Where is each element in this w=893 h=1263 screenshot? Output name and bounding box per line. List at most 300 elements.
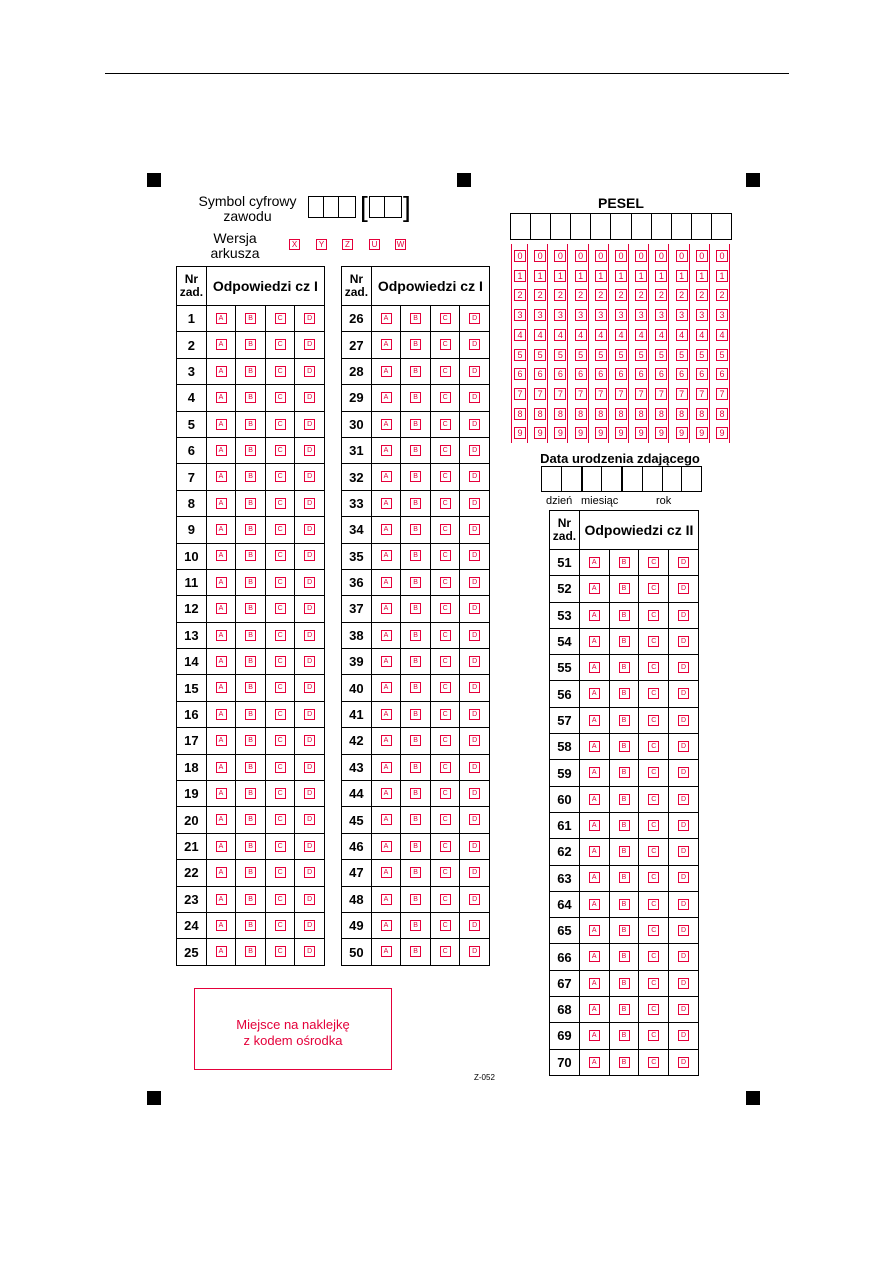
answer-option-c[interactable]: C [275, 445, 286, 456]
answer-option-d[interactable]: D [304, 920, 315, 931]
answer-option-a[interactable]: A [216, 498, 227, 509]
answer-option-b[interactable]: B [619, 820, 630, 831]
answer-option-d[interactable]: D [678, 794, 689, 805]
answer-option-d[interactable]: D [304, 762, 315, 773]
answer-option-d[interactable]: D [469, 630, 480, 641]
answer-option-c[interactable]: C [275, 498, 286, 509]
answer-option-b[interactable]: B [410, 392, 421, 403]
answer-option-b[interactable]: B [245, 709, 256, 720]
pesel-digit-option[interactable]: 1 [676, 270, 688, 282]
answer-option-a[interactable]: A [381, 313, 392, 324]
answer-option-b[interactable]: B [619, 846, 630, 857]
answer-option-b[interactable]: B [410, 550, 421, 561]
answer-option-c[interactable]: C [648, 794, 659, 805]
answer-option-a[interactable]: A [589, 899, 600, 910]
answer-option-c[interactable]: C [275, 841, 286, 852]
answer-option-b[interactable]: B [410, 814, 421, 825]
answer-option-a[interactable]: A [381, 814, 392, 825]
answer-option-a[interactable]: A [589, 820, 600, 831]
pesel-digit-option[interactable]: 7 [635, 388, 647, 400]
answer-option-a[interactable]: A [381, 735, 392, 746]
pesel-digit-option[interactable]: 8 [514, 408, 526, 420]
pesel-digit-option[interactable]: 5 [655, 349, 667, 361]
pesel-digit-option[interactable]: 7 [655, 388, 667, 400]
answer-option-b[interactable]: B [410, 735, 421, 746]
answer-option-a[interactable]: A [381, 577, 392, 588]
answer-option-d[interactable]: D [469, 709, 480, 720]
pesel-digit-option[interactable]: 9 [595, 427, 607, 439]
answer-option-d[interactable]: D [678, 557, 689, 568]
pesel-digit-option[interactable]: 2 [655, 289, 667, 301]
pesel-digit-option[interactable]: 6 [514, 368, 526, 380]
pesel-digit-option[interactable]: 9 [716, 427, 728, 439]
answer-option-c[interactable]: C [440, 524, 451, 535]
answer-option-b[interactable]: B [245, 920, 256, 931]
pesel-digit-option[interactable]: 0 [655, 250, 667, 262]
answer-option-a[interactable]: A [216, 419, 227, 430]
pesel-digit-option[interactable]: 4 [514, 329, 526, 341]
answer-option-a[interactable]: A [589, 715, 600, 726]
answer-option-d[interactable]: D [469, 313, 480, 324]
answer-option-a[interactable]: A [216, 894, 227, 905]
answer-option-b[interactable]: B [245, 392, 256, 403]
answer-option-a[interactable]: A [216, 603, 227, 614]
answer-option-c[interactable]: C [275, 577, 286, 588]
pesel-digit-option[interactable]: 1 [554, 270, 566, 282]
answer-option-c[interactable]: C [648, 899, 659, 910]
answer-option-a[interactable]: A [381, 498, 392, 509]
answer-option-d[interactable]: D [469, 867, 480, 878]
answer-option-a[interactable]: A [216, 946, 227, 957]
answer-option-b[interactable]: B [410, 577, 421, 588]
answer-option-d[interactable]: D [678, 767, 689, 778]
answer-option-b[interactable]: B [245, 894, 256, 905]
answer-option-b[interactable]: B [619, 688, 630, 699]
answer-option-d[interactable]: D [469, 419, 480, 430]
pesel-digit-option[interactable]: 0 [676, 250, 688, 262]
answer-option-b[interactable]: B [245, 313, 256, 324]
answer-option-b[interactable]: B [619, 951, 630, 962]
pesel-digit-option[interactable]: 9 [575, 427, 587, 439]
answer-option-b[interactable]: B [410, 709, 421, 720]
answer-option-b[interactable]: B [619, 925, 630, 936]
answer-option-a[interactable]: A [216, 709, 227, 720]
answer-option-c[interactable]: C [648, 741, 659, 752]
pesel-digit-option[interactable]: 8 [575, 408, 587, 420]
answer-option-b[interactable]: B [410, 762, 421, 773]
answer-option-a[interactable]: A [381, 524, 392, 535]
answer-option-d[interactable]: D [469, 445, 480, 456]
answer-option-a[interactable]: A [589, 951, 600, 962]
answer-option-a[interactable]: A [216, 867, 227, 878]
pesel-digit-option[interactable]: 1 [514, 270, 526, 282]
answer-option-c[interactable]: C [440, 814, 451, 825]
pesel-digit-option[interactable]: 8 [554, 408, 566, 420]
answer-option-c[interactable]: C [275, 313, 286, 324]
answer-option-c[interactable]: C [648, 1004, 659, 1015]
answer-option-d[interactable]: D [304, 788, 315, 799]
answer-option-b[interactable]: B [245, 471, 256, 482]
pesel-digit-option[interactable]: 1 [635, 270, 647, 282]
answer-option-c[interactable]: C [440, 550, 451, 561]
answer-option-a[interactable]: A [216, 339, 227, 350]
answer-option-c[interactable]: C [440, 313, 451, 324]
answer-option-c[interactable]: C [440, 656, 451, 667]
answer-option-b[interactable]: B [410, 313, 421, 324]
answer-option-a[interactable]: A [216, 366, 227, 377]
symbol-digit-boxes-2[interactable] [369, 196, 402, 218]
pesel-digit-option[interactable]: 3 [615, 309, 627, 321]
answer-option-b[interactable]: B [619, 662, 630, 673]
answer-option-c[interactable]: C [648, 662, 659, 673]
answer-option-a[interactable]: A [381, 471, 392, 482]
answer-option-a[interactable]: A [216, 392, 227, 403]
pesel-digit-option[interactable]: 9 [655, 427, 667, 439]
pesel-digit-option[interactable]: 2 [635, 289, 647, 301]
answer-option-a[interactable]: A [381, 709, 392, 720]
answer-option-d[interactable]: D [678, 741, 689, 752]
answer-option-d[interactable]: D [304, 735, 315, 746]
pesel-digit-option[interactable]: 6 [635, 368, 647, 380]
symbol-digit-boxes-1[interactable] [308, 196, 356, 218]
answer-option-d[interactable]: D [678, 1004, 689, 1015]
answer-option-b[interactable]: B [410, 445, 421, 456]
answer-option-c[interactable]: C [275, 709, 286, 720]
answer-option-d[interactable]: D [469, 524, 480, 535]
pesel-digit-option[interactable]: 1 [655, 270, 667, 282]
answer-option-c[interactable]: C [440, 392, 451, 403]
answer-option-c[interactable]: C [440, 339, 451, 350]
answer-option-c[interactable]: C [275, 656, 286, 667]
answer-option-d[interactable]: D [304, 392, 315, 403]
pesel-digit-option[interactable]: 5 [514, 349, 526, 361]
answer-option-d[interactable]: D [678, 846, 689, 857]
answer-option-c[interactable]: C [275, 366, 286, 377]
answer-option-a[interactable]: A [589, 978, 600, 989]
pesel-digit-option[interactable]: 8 [676, 408, 688, 420]
answer-option-b[interactable]: B [245, 735, 256, 746]
pesel-digit-option[interactable]: 5 [615, 349, 627, 361]
answer-option-b[interactable]: B [245, 814, 256, 825]
pesel-digit-option[interactable]: 9 [554, 427, 566, 439]
answer-option-b[interactable]: B [245, 630, 256, 641]
answer-option-d[interactable]: D [469, 550, 480, 561]
answer-option-a[interactable]: A [216, 630, 227, 641]
answer-option-c[interactable]: C [440, 682, 451, 693]
answer-option-a[interactable]: A [381, 682, 392, 693]
pesel-digit-option[interactable]: 0 [716, 250, 728, 262]
answer-option-d[interactable]: D [304, 630, 315, 641]
pesel-digit-option[interactable]: 8 [655, 408, 667, 420]
pesel-digit-option[interactable]: 8 [716, 408, 728, 420]
answer-option-b[interactable]: B [619, 715, 630, 726]
answer-option-a[interactable]: A [216, 550, 227, 561]
pesel-digit-option[interactable]: 3 [514, 309, 526, 321]
answer-option-a[interactable]: A [381, 841, 392, 852]
pesel-digit-option[interactable]: 1 [534, 270, 546, 282]
answer-option-d[interactable]: D [304, 524, 315, 535]
answer-option-d[interactable]: D [469, 498, 480, 509]
answer-option-d[interactable]: D [678, 820, 689, 831]
pesel-digit-option[interactable]: 0 [615, 250, 627, 262]
answer-option-d[interactable]: D [304, 603, 315, 614]
pesel-digit-option[interactable]: 4 [595, 329, 607, 341]
answer-option-c[interactable]: C [440, 498, 451, 509]
pesel-digit-option[interactable]: 3 [554, 309, 566, 321]
answer-option-c[interactable]: C [648, 978, 659, 989]
answer-option-d[interactable]: D [304, 550, 315, 561]
answer-option-d[interactable]: D [678, 610, 689, 621]
answer-option-a[interactable]: A [216, 577, 227, 588]
answer-option-b[interactable]: B [619, 978, 630, 989]
pesel-digit-option[interactable]: 8 [595, 408, 607, 420]
pesel-digit-option[interactable]: 1 [575, 270, 587, 282]
answer-option-a[interactable]: A [381, 867, 392, 878]
pesel-digit-option[interactable]: 5 [635, 349, 647, 361]
wersja-option-w[interactable]: W [396, 240, 405, 249]
answer-option-d[interactable]: D [678, 899, 689, 910]
pesel-digit-option[interactable]: 9 [696, 427, 708, 439]
answer-option-a[interactable]: A [589, 741, 600, 752]
answer-option-c[interactable]: C [648, 1057, 659, 1068]
answer-option-c[interactable]: C [648, 715, 659, 726]
answer-option-c[interactable]: C [440, 946, 451, 957]
pesel-digit-option[interactable]: 6 [554, 368, 566, 380]
answer-option-a[interactable]: A [589, 557, 600, 568]
answer-option-a[interactable]: A [381, 630, 392, 641]
answer-option-b[interactable]: B [619, 1057, 630, 1068]
pesel-digit-option[interactable]: 9 [615, 427, 627, 439]
answer-option-c[interactable]: C [648, 925, 659, 936]
answer-option-d[interactable]: D [678, 715, 689, 726]
pesel-digit-option[interactable]: 9 [676, 427, 688, 439]
answer-option-b[interactable]: B [245, 339, 256, 350]
answer-option-a[interactable]: A [216, 656, 227, 667]
answer-option-b[interactable]: B [245, 656, 256, 667]
answer-option-b[interactable]: B [245, 419, 256, 430]
answer-option-c[interactable]: C [440, 471, 451, 482]
pesel-digit-option[interactable]: 7 [615, 388, 627, 400]
pesel-digit-option[interactable]: 0 [595, 250, 607, 262]
pesel-digit-option[interactable]: 9 [635, 427, 647, 439]
answer-option-d[interactable]: D [469, 471, 480, 482]
answer-option-d[interactable]: D [678, 1030, 689, 1041]
pesel-digit-option[interactable]: 6 [615, 368, 627, 380]
answer-option-d[interactable]: D [678, 872, 689, 883]
answer-option-a[interactable]: A [589, 846, 600, 857]
answer-option-d[interactable]: D [469, 762, 480, 773]
pesel-digit-option[interactable]: 0 [554, 250, 566, 262]
pesel-digit-option[interactable]: 2 [514, 289, 526, 301]
pesel-digit-option[interactable]: 7 [595, 388, 607, 400]
answer-option-d[interactable]: D [469, 366, 480, 377]
pesel-digit-option[interactable]: 4 [635, 329, 647, 341]
pesel-digit-option[interactable]: 2 [696, 289, 708, 301]
pesel-digit-option[interactable]: 8 [615, 408, 627, 420]
pesel-digit-option[interactable]: 5 [575, 349, 587, 361]
answer-option-b[interactable]: B [410, 524, 421, 535]
answer-option-a[interactable]: A [381, 788, 392, 799]
answer-option-d[interactable]: D [469, 920, 480, 931]
pesel-digit-option[interactable]: 3 [595, 309, 607, 321]
answer-option-c[interactable]: C [440, 735, 451, 746]
pesel-digit-option[interactable]: 0 [635, 250, 647, 262]
answer-option-b[interactable]: B [245, 867, 256, 878]
pesel-digit-option[interactable]: 5 [595, 349, 607, 361]
answer-option-c[interactable]: C [648, 820, 659, 831]
pesel-digit-option[interactable]: 2 [595, 289, 607, 301]
answer-option-d[interactable]: D [304, 841, 315, 852]
answer-option-b[interactable]: B [410, 656, 421, 667]
pesel-digit-option[interactable]: 5 [716, 349, 728, 361]
answer-option-a[interactable]: A [381, 603, 392, 614]
answer-option-d[interactable]: D [678, 978, 689, 989]
pesel-digit-option[interactable]: 5 [696, 349, 708, 361]
answer-option-c[interactable]: C [648, 1030, 659, 1041]
answer-option-b[interactable]: B [619, 899, 630, 910]
answer-option-a[interactable]: A [589, 688, 600, 699]
answer-option-d[interactable]: D [304, 682, 315, 693]
answer-option-d[interactable]: D [304, 366, 315, 377]
answer-option-a[interactable]: A [589, 662, 600, 673]
answer-option-b[interactable]: B [245, 524, 256, 535]
answer-option-a[interactable]: A [589, 872, 600, 883]
answer-option-a[interactable]: A [381, 920, 392, 931]
pesel-digit-option[interactable]: 2 [534, 289, 546, 301]
pesel-digit-option[interactable]: 4 [575, 329, 587, 341]
answer-option-c[interactable]: C [440, 445, 451, 456]
answer-option-c[interactable]: C [440, 366, 451, 377]
answer-option-c[interactable]: C [648, 688, 659, 699]
answer-option-d[interactable]: D [469, 946, 480, 957]
wersja-option-y[interactable]: Y [316, 239, 327, 250]
pesel-digit-option[interactable]: 2 [676, 289, 688, 301]
wersja-option-z[interactable]: Z [342, 239, 353, 250]
answer-option-c[interactable]: C [275, 762, 286, 773]
answer-option-a[interactable]: A [381, 550, 392, 561]
answer-option-c[interactable]: C [275, 920, 286, 931]
pesel-digit-option[interactable]: 6 [676, 368, 688, 380]
answer-option-b[interactable]: B [410, 920, 421, 931]
pesel-digit-option[interactable]: 6 [716, 368, 728, 380]
answer-option-b[interactable]: B [619, 610, 630, 621]
pesel-digit-option[interactable]: 5 [534, 349, 546, 361]
pesel-digit-option[interactable]: 4 [615, 329, 627, 341]
answer-option-a[interactable]: A [589, 794, 600, 805]
answer-option-c[interactable]: C [648, 872, 659, 883]
pesel-digit-option[interactable]: 7 [534, 388, 546, 400]
pesel-digit-option[interactable]: 2 [554, 289, 566, 301]
pesel-digit-option[interactable]: 7 [696, 388, 708, 400]
answer-option-b[interactable]: B [245, 946, 256, 957]
answer-option-b[interactable]: B [410, 682, 421, 693]
pesel-digit-option[interactable]: 2 [615, 289, 627, 301]
answer-option-d[interactable]: D [678, 925, 689, 936]
answer-option-a[interactable]: A [216, 762, 227, 773]
answer-option-b[interactable]: B [410, 366, 421, 377]
answer-option-c[interactable]: C [648, 583, 659, 594]
answer-option-d[interactable]: D [304, 709, 315, 720]
answer-option-b[interactable]: B [410, 419, 421, 430]
pesel-digit-option[interactable]: 8 [635, 408, 647, 420]
answer-option-b[interactable]: B [245, 577, 256, 588]
answer-option-a[interactable]: A [381, 656, 392, 667]
pesel-digit-option[interactable]: 4 [534, 329, 546, 341]
answer-option-c[interactable]: C [275, 788, 286, 799]
answer-option-a[interactable]: A [381, 445, 392, 456]
answer-option-a[interactable]: A [216, 524, 227, 535]
answer-option-b[interactable]: B [245, 788, 256, 799]
answer-option-b[interactable]: B [619, 583, 630, 594]
answer-option-d[interactable]: D [469, 788, 480, 799]
answer-option-d[interactable]: D [678, 1057, 689, 1068]
pesel-digit-option[interactable]: 0 [514, 250, 526, 262]
pesel-digit-option[interactable]: 3 [696, 309, 708, 321]
answer-option-c[interactable]: C [648, 636, 659, 647]
pesel-digit-option[interactable]: 1 [595, 270, 607, 282]
answer-option-a[interactable]: A [216, 313, 227, 324]
answer-option-a[interactable]: A [589, 1004, 600, 1015]
answer-option-d[interactable]: D [304, 498, 315, 509]
answer-option-a[interactable]: A [589, 1057, 600, 1068]
answer-option-d[interactable]: D [678, 688, 689, 699]
answer-option-b[interactable]: B [410, 946, 421, 957]
answer-option-a[interactable]: A [381, 894, 392, 905]
wersja-option-x[interactable]: X [289, 239, 300, 250]
pesel-digit-option[interactable]: 8 [696, 408, 708, 420]
answer-option-d[interactable]: D [469, 339, 480, 350]
answer-option-a[interactable]: A [381, 419, 392, 430]
answer-option-d[interactable]: D [469, 656, 480, 667]
answer-option-c[interactable]: C [275, 894, 286, 905]
answer-option-a[interactable]: A [216, 788, 227, 799]
answer-option-c[interactable]: C [648, 951, 659, 962]
answer-option-a[interactable]: A [589, 610, 600, 621]
answer-option-b[interactable]: B [410, 630, 421, 641]
pesel-digit-option[interactable]: 4 [696, 329, 708, 341]
answer-option-d[interactable]: D [304, 814, 315, 825]
answer-option-a[interactable]: A [381, 762, 392, 773]
pesel-digit-option[interactable]: 6 [575, 368, 587, 380]
answer-option-a[interactable]: A [589, 1030, 600, 1041]
answer-option-b[interactable]: B [410, 867, 421, 878]
answer-option-b[interactable]: B [619, 1030, 630, 1041]
pesel-digit-option[interactable]: 3 [655, 309, 667, 321]
pesel-digit-option[interactable]: 1 [615, 270, 627, 282]
pesel-digit-option[interactable]: 7 [676, 388, 688, 400]
answer-option-a[interactable]: A [589, 583, 600, 594]
answer-option-c[interactable]: C [440, 841, 451, 852]
answer-option-b[interactable]: B [245, 841, 256, 852]
answer-option-d[interactable]: D [678, 662, 689, 673]
answer-option-c[interactable]: C [440, 577, 451, 588]
pesel-digit-option[interactable]: 0 [575, 250, 587, 262]
pesel-digit-option[interactable]: 2 [716, 289, 728, 301]
pesel-digit-option[interactable]: 9 [514, 427, 526, 439]
answer-option-c[interactable]: C [648, 767, 659, 778]
pesel-digit-option[interactable]: 3 [635, 309, 647, 321]
answer-option-a[interactable]: A [216, 920, 227, 931]
answer-option-c[interactable]: C [440, 630, 451, 641]
pesel-digit-option[interactable]: 1 [696, 270, 708, 282]
answer-option-b[interactable]: B [619, 767, 630, 778]
pesel-digit-option[interactable]: 2 [575, 289, 587, 301]
answer-option-b[interactable]: B [410, 894, 421, 905]
answer-option-d[interactable]: D [678, 951, 689, 962]
answer-option-d[interactable]: D [304, 419, 315, 430]
answer-option-b[interactable]: B [245, 682, 256, 693]
answer-option-c[interactable]: C [275, 550, 286, 561]
